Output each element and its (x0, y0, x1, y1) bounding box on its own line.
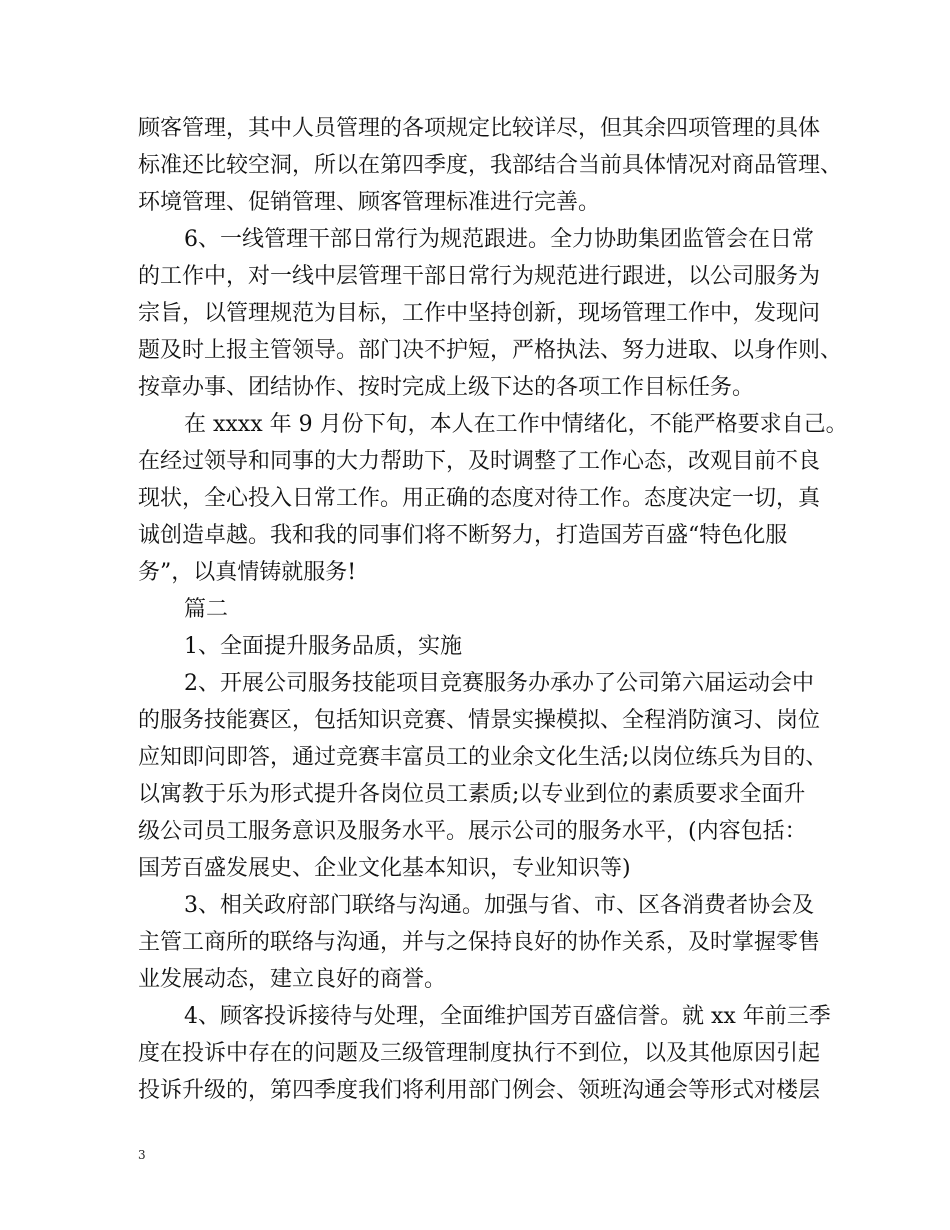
text-line: 2、开展公司服务技能项目竞赛服务办承办了公司第六届运动会中 (184, 671, 814, 696)
text-line: 宗旨，以管理规范为目标，工作中坚持创新，现场管理工作中，发现问 (138, 301, 821, 326)
text-line: 在 xxxx 年 9 月份下旬，本人在工作中情绪化，不能严格要求自己。 (184, 412, 848, 437)
text-line: 题及时上报主管领导。部门决不护短，严格执法、努力进取、以身作则、 (138, 338, 843, 363)
text-line: 以寓教于乐为形式提升各岗位员工素质;以专业到位的素质要求全面升 (138, 782, 806, 807)
text-line: 国芳百盛发展史、企业文化基本知识，专业知识等) (138, 856, 631, 881)
text-line: 诚创造卓越。我和我的同事们将不断努力，打造国芳百盛“特色化服 (138, 523, 788, 548)
text-line: 的服务技能赛区，包括知识竞赛、情景实操模拟、全程消防演习、岗位 (138, 708, 821, 733)
text-line: 投诉升级的，第四季度我们将利用部门例会、领班沟通会等形式对楼层 (138, 1078, 821, 1103)
text-line: 务”，以真情铸就服务! (138, 560, 357, 585)
page-number: 3 (138, 1148, 146, 1162)
text-line: 级公司员工服务意识及服务水平。展示公司的服务水平，(内容包括： (138, 819, 807, 844)
text-line: 度在投诉中存在的问题及三级管理制度执行不到位，以及其他原因引起 (138, 1041, 821, 1066)
text-line: 3、相关政府部门联络与沟通。加强与省、市、区各消费者协会及 (184, 893, 814, 918)
text-line: 主管工商所的联络与沟通，并与之保持良好的协作关系，及时掌握零售 (138, 930, 821, 955)
text-line: 按章办事、团结协作、按时完成上级下达的各项工作目标任务。 (138, 375, 755, 400)
text-line: 业发展动态，建立良好的商誉。 (138, 967, 447, 992)
text-line: 的工作中，对一线中层管理干部日常行为规范进行跟进，以公司服务为 (138, 264, 821, 289)
text-line: 在经过领导和同事的大力帮助下，及时调整了工作心态，改观目前不良 (138, 449, 821, 474)
text-line: 顾客管理，其中人员管理的各项规定比较详尽，但其余四项管理的具体 (138, 116, 821, 141)
text-line: 应知即问即答，通过竞赛丰富员工的业余文化生活;以岗位练兵为目的、 (138, 745, 828, 770)
text-line: 6、一线管理干部日常行为规范跟进。全力协助集团监管会在日常 (184, 227, 814, 252)
text-line: 4、顾客投诉接待与处理，全面维护国芳百盛信誉。就 xx 年前三季 (184, 1004, 831, 1029)
text-line: 1、全面提升服务品质，实施 (184, 634, 462, 659)
text-line: 现状，全心投入日常工作。用正确的态度对待工作。态度决定一切，真 (138, 486, 821, 511)
text-line: 环境管理、促销管理、顾客管理标准进行完善。 (138, 190, 601, 215)
text-line: 标准还比较空洞，所以在第四季度，我部结合当前具体情况对商品管理、 (138, 153, 843, 178)
document-body (138, 110, 848, 1109)
text-line: 篇二 (184, 597, 229, 622)
